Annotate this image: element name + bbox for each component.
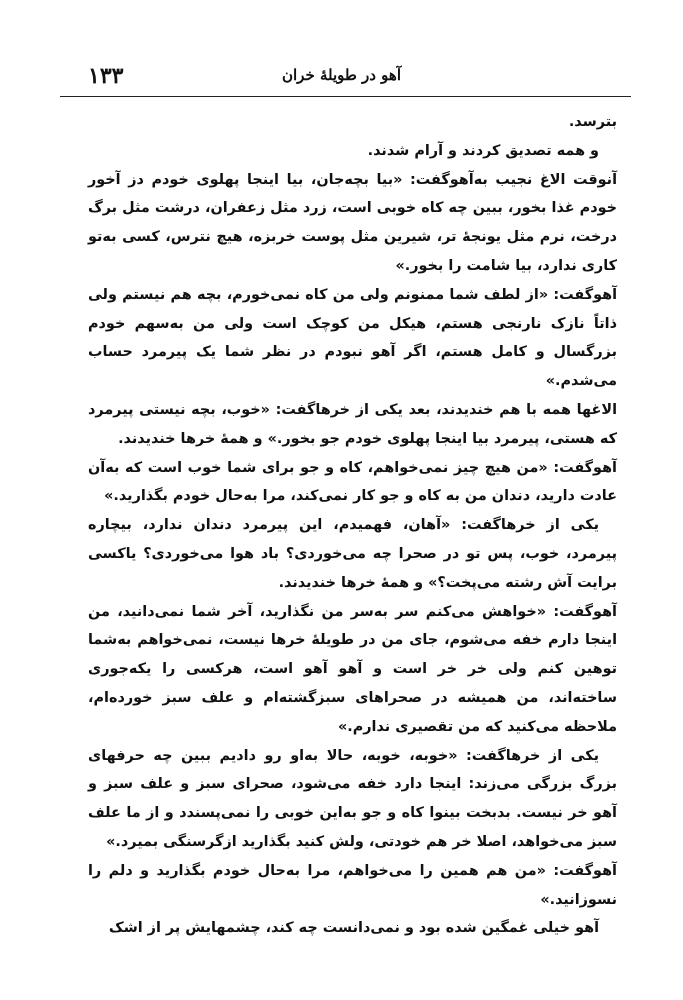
paragraph: الاغها همه با هم خندیدند، بعد یکی از خرهاگفت: «خوب، بچه نیستی پیرمرد که هستی، پیرمرد بیا اینجا پهلوی خودم جو بخور.» و همهٔ خرها خندیدند. xyxy=(88,401,617,447)
paragraph: یکی از خرهاگفت: «خوبه، خوبه، حالا به‌او رو دادیم ببین چه حرفهای بزرگ بزرگی می‌زند: اینجا دارد خفه می‌شود، صحرای سبز و علف سبز و آهو خر نیست. بدبخت بینوا کاه و جو به‌این خوبی را نمی‌پسندد و از ما علف سبز می‌خواهد، اصلا خر هم خودتی، ولش کنید بگذارید ازگرسنگی بمیرد.» xyxy=(88,747,617,850)
paragraph: آهوگفت: «من هم همین را می‌خواهم، مرا به‌حال خودم بگذارید و دلم را نسوزانید.» xyxy=(88,862,617,908)
page-number: ۱۳۳ xyxy=(88,63,124,89)
paragraph: آهو خیلی غمگین شده بود و نمی‌دانست چه کند، چشمهایش پر از اشک xyxy=(108,920,599,937)
paragraph: آهوگفت: «خواهش می‌کنم سر به‌سر من نگذارید، آخر شما نمی‌دانید، من اینجا دارم خفه می‌شوم، جای من در طویلهٔ خرها نیست، نمی‌خواهم به‌شما توهین کنم ولی خر خر است و آهو آهو است، هرکسی را یکه‌جوری ساخته‌اند، من همیشه در صحراهای سبزگشته‌ام و علف سبز خورده‌ام، ملاحظه می‌کنید که من تقصیری ندارم.» xyxy=(88,603,617,735)
paragraph: و همه تصدیق کردند و آرام شدند. xyxy=(367,142,599,159)
paragraph: آنوقت الاغ نجیب به‌آهوگفت: «بیا بچه‌جان، بیا اینجا پهلوی خودم دز آخور خودم غذا بخور، ببین چه کاه خوبی است، زرد مثل زعفران، درشت مثل برگ درخت، نرم مثل یونجهٔ تر، شیرین مثل پوست خربزه، هیچ نترس، کسی به‌تو کاری ندارد، بیا شامت را بخور.» xyxy=(88,171,617,274)
running-title: آهو در طویلهٔ خران xyxy=(281,66,402,84)
body-text xyxy=(88,108,617,943)
page-header xyxy=(60,56,623,94)
header-rule xyxy=(60,96,631,97)
paragraph: یکی از خرهاگفت: «آهان، فهمیدم، این پیرمرد دندان ندارد، بیچاره پیرمرد، خوب، پس تو در صحرا چه می‌خوردی؟ باد هوا می‌خوردی؟ یاکسی برایت آش رشته می‌پخت؟» و همهٔ خرها خندیدند. xyxy=(88,517,617,591)
paragraph: آهوگفت: «از لطف شما ممنونم ولی من کاه نمی‌خورم، بچه هم نیستم ولی ذاتاً نازک نارنجی هستم، هیکل من کوچک است ولی من به‌سهم خودم بزرگسال و کامل هستم، اگر آهو نبودم در نظر شما یک پیرمرد حساب می‌شدم.» xyxy=(88,286,617,390)
paragraph: آهوگفت: «من هیچ چیز نمی‌خواهم، کاه و جو برای شما خوب است که به‌آن عادت دارید، دندان من به کاه و جو کار نمی‌کند، مرا به‌حال خودم بگذارید.» xyxy=(88,459,617,505)
paragraph: بترسد. xyxy=(568,114,617,130)
